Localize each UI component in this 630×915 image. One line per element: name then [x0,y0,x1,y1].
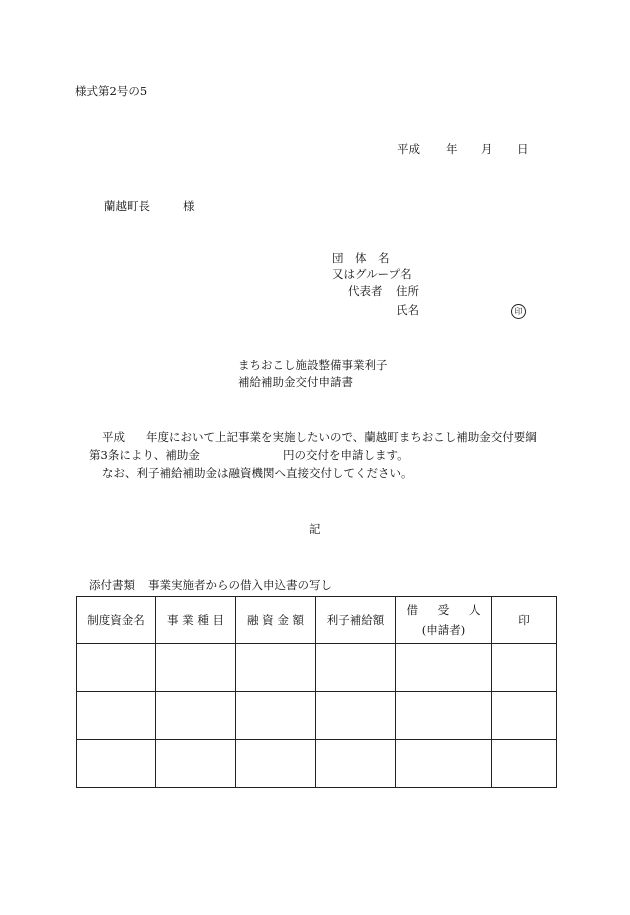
borrower-char-3: 人 [469,603,481,617]
table-cell[interactable] [396,692,492,740]
header-business-type: 事 業 種 目 [156,597,236,644]
table-cell[interactable] [396,644,492,692]
body-line2-b: 円の交付を申請します。 [283,448,409,462]
attachment-table [76,596,557,788]
table-cell[interactable] [316,740,396,788]
title-line2: 補給補助金交付申請書 [238,375,353,389]
header-borrower-main [407,602,481,618]
table-cell[interactable] [236,644,316,692]
seal-mark: 印 [511,304,526,319]
body-line3: なお、利子補給補助金は融資機関へ直接交付してください。 [102,466,413,480]
borrower-char-2: 受 [437,603,450,617]
header-borrower-sub: (申請者) [421,623,466,637]
table-header-row [77,597,557,644]
table-cell[interactable] [77,644,156,692]
table-cell[interactable] [316,644,396,692]
date-day-label: 日 [517,142,529,156]
table-cell[interactable] [156,644,236,692]
table-cell[interactable] [396,740,492,788]
table-cell[interactable] [236,740,316,788]
table-cell[interactable] [236,692,316,740]
header-loan-program: 制度資金名 [77,597,156,644]
table-cell[interactable] [156,692,236,740]
header-seal: 印 [492,597,557,644]
body-line1: 年度において上記事業を実施したいので、蘭越町まちおこし補助金交付要綱 [146,430,537,444]
body-line2-a: 第3条により、補助金 [89,448,200,462]
or-group-name-label: 又はグループ名 [332,267,412,281]
table-cell[interactable] [316,692,396,740]
table-row [77,644,557,692]
address-label: 住所 [396,284,419,298]
body-era: 平成 [102,430,125,444]
table-cell[interactable] [492,644,557,692]
name-label: 氏名 [396,303,419,317]
date-month-label: 月 [481,142,493,156]
group-name-label: 団 体 名 [332,251,390,265]
header-interest-subsidy: 利子補給額 [316,597,396,644]
table-row [77,740,557,788]
representative-label: 代表者 [348,284,383,298]
table-cell[interactable] [77,740,156,788]
date-year-label: 年 [446,142,458,156]
attachment-text: 事業実施者からの借入申込書の写し [148,578,332,592]
borrower-char-1: 借 [406,603,418,617]
header-loan-amount: 融 資 金 額 [236,597,316,644]
attachment-label: 添付書類 [89,578,135,592]
title-line1: まちおこし施設整備事業利子 [238,358,388,372]
header-borrower [396,597,492,644]
seal-icon [511,304,526,319]
table-cell[interactable] [492,692,557,740]
ki-heading: 記 [309,522,321,536]
table-cell[interactable] [77,692,156,740]
date-era: 平成 [397,142,420,156]
table-row [77,692,557,740]
table-cell[interactable] [156,740,236,788]
addressee-name: 蘭越町長 [104,199,150,213]
addressee-honorific: 様 [183,199,195,213]
table-cell[interactable] [492,740,557,788]
form-number: 様式第2号の5 [75,84,148,98]
